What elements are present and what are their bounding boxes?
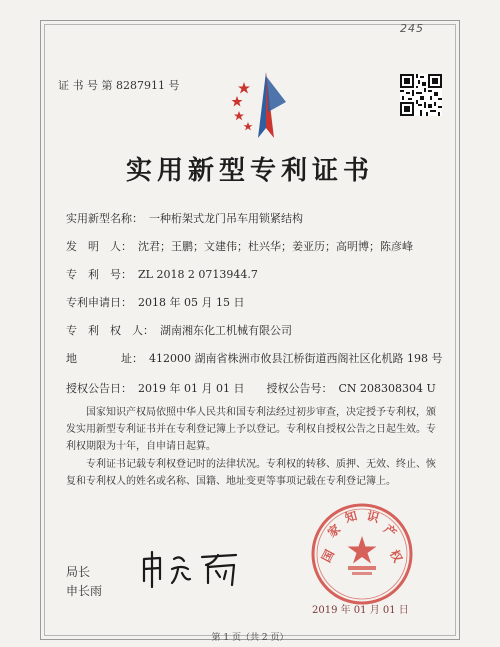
handwritten-note: 245 bbox=[400, 22, 424, 35]
grant-announcement-row bbox=[66, 380, 436, 396]
svg-text:识: 识 bbox=[365, 508, 381, 526]
patent-number-row bbox=[66, 266, 258, 282]
certificate-number: 证 书 号 第 8287911 号 bbox=[58, 79, 180, 92]
grant-statement-paragraph: 国家知识产权局依照中华人民共和国专利法经过初步审查，决定授予专利权，颁发实用新型专利证书并在专利登记簿上予以登记。专利权自授权公告之日起生效。专利权期限为十年，自申请日起算。 bbox=[66, 407, 436, 452]
page-number: 第 1 页（共 2 页） bbox=[211, 633, 289, 643]
field-value: 一种桁架式龙门吊车用锁紧结构 bbox=[149, 212, 303, 225]
field-label: 专 利 号： bbox=[66, 268, 132, 281]
field-value: 412000 湖南省株洲市攸县江桥街道西阁社区化机路 198 号 bbox=[149, 352, 443, 365]
field-label: 授权公告号： bbox=[266, 382, 333, 395]
svg-text:产: 产 bbox=[380, 521, 400, 541]
address-row bbox=[66, 350, 442, 366]
signatory-name: 申长雨 bbox=[66, 584, 103, 598]
svg-text:权: 权 bbox=[386, 547, 406, 565]
field-value: ZL 2018 2 0713944.7 bbox=[138, 268, 258, 281]
field-value: 2019 年 01 月 01 日 bbox=[138, 382, 245, 395]
inventors-row bbox=[66, 238, 413, 254]
field-value: 2018 年 05 月 15 日 bbox=[138, 296, 245, 309]
certificate-title: 实用新型专利证书 bbox=[125, 156, 374, 186]
legal-status-paragraph: 专利证书记载专利权登记时的法律状况。专利权的转移、质押、无效、终止、恢复和专利权人的姓名或名称、国籍、地址变更等事项记载在专利登记簿上。 bbox=[66, 459, 436, 487]
svg-text:知: 知 bbox=[343, 508, 359, 526]
handwritten-signature-icon bbox=[138, 549, 248, 591]
patentee-row bbox=[66, 322, 292, 338]
svg-text:国: 国 bbox=[318, 547, 338, 565]
field-label: 专 利 权 人： bbox=[66, 324, 154, 337]
field-value: 湖南湘东化工机械有限公司 bbox=[160, 324, 292, 337]
field-label: 专利申请日： bbox=[66, 296, 132, 309]
field-value: 沈君；王鹏；文建伟；杜兴华；姜亚历；高明博；陈彦峰 bbox=[138, 240, 413, 253]
field-label: 地 址： bbox=[66, 352, 143, 365]
svg-text:家: 家 bbox=[324, 521, 344, 541]
cnipa-logo-icon bbox=[228, 68, 292, 142]
field-label: 授权公告日： bbox=[66, 382, 132, 395]
field-label: 实用新型名称： bbox=[66, 212, 143, 225]
seal-date: 2019 年 01 月 01 日 bbox=[312, 605, 409, 616]
qr-code-icon bbox=[400, 74, 442, 116]
application-date-row bbox=[66, 294, 244, 310]
official-seal-icon bbox=[310, 502, 414, 606]
field-value: CN 208308304 U bbox=[338, 382, 436, 395]
field-label: 发 明 人： bbox=[66, 240, 132, 253]
signature-title: 局长 bbox=[66, 565, 91, 579]
utility-model-name-row bbox=[66, 210, 303, 226]
